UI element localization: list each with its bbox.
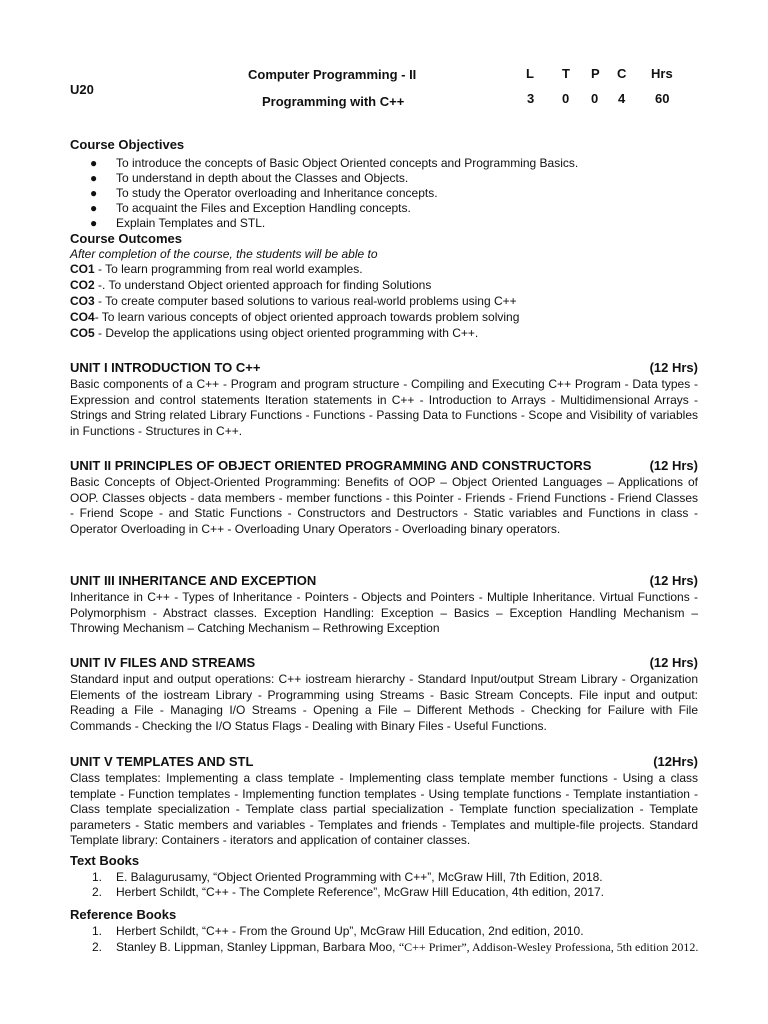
unit-hours: (12Hrs) — [653, 754, 698, 769]
outcome-code: CO3 — [70, 294, 95, 308]
ltpc-value-p: 0 — [591, 91, 599, 106]
objective-item: To introduce the concepts of Basic Object Oriented concepts and Programming Basics. — [116, 156, 579, 170]
outcome-item — [70, 262, 363, 276]
outcome-item — [70, 278, 431, 292]
text-books-heading: Text Books — [70, 853, 140, 868]
unit-heading — [70, 458, 698, 473]
outcome-item — [70, 310, 519, 324]
course-subtitle: Programming with C++ — [262, 94, 405, 109]
reference-book-title: “C++ Primer”, Addison-Wesley Professiona, 5th edition 2012. — [398, 940, 699, 954]
bullet-icon: ● — [90, 186, 98, 200]
objective-item: Explain Templates and STL. — [116, 216, 266, 230]
unit-hours: (12 Hrs) — [649, 458, 698, 473]
unit-title: UNIT V TEMPLATES AND STL — [70, 754, 254, 769]
outcome-item — [70, 294, 517, 308]
list-number: 1. — [92, 924, 103, 938]
ltpc-value-hrs: 60 — [655, 91, 670, 106]
unit-title: UNIT III INHERITANCE AND EXCEPTION — [70, 573, 317, 588]
ltpc-value-c: 4 — [618, 91, 626, 106]
outcome-text: - To learn various concepts of object oriented approach towards problem solving — [94, 310, 520, 324]
course-code: U20 — [70, 82, 94, 97]
ltpc-value-l: 3 — [527, 91, 535, 106]
unit-heading — [70, 573, 698, 588]
unit-heading — [70, 360, 698, 375]
list-number: 2. — [92, 885, 103, 899]
unit-body: Basic components of a C++ - Program and program structure - Compiling and Executing C++ Program - Data types - Expression and control statements Iteration statements in C++ - Introduction to Arrays - Multidimensional Arrays - Strings and String related Library Functions - Functions - Passing Data to Functions - Scope and Visibility of variables in Functions - Structures in C++. — [70, 377, 698, 438]
unit-hours: (12 Hrs) — [649, 360, 698, 375]
outcome-code: CO2 — [70, 278, 95, 292]
reference-book-item — [116, 940, 698, 955]
objective-item: To acquaint the Files and Exception Handling concepts. — [116, 201, 411, 215]
unit-body: Basic Concepts of Object-Oriented Programming: Benefits of OOP – Object Oriented Languages – Applications of OOP. Classes objects - data members - member functions - this Pointer - Friends - Friend Functions - Friend Classes - Friend Scope - and Static Functions - Constructors and Destructors - Static variables and Functions in class - Operator Overloading in C++ - Overloading Unary Operators - Overloading binary operators. — [70, 475, 698, 536]
outcome-text: - To create computer based solutions to various real-world problems using C++ — [94, 294, 517, 308]
bullet-icon: ● — [90, 216, 98, 230]
outcome-code: CO5 — [70, 326, 95, 340]
unit-hours: (12 Hrs) — [649, 573, 698, 588]
outcome-text: - Develop the applications using object oriented programming with C++. — [94, 326, 479, 340]
outcome-text: -. To understand Object oriented approach for finding Solutions — [94, 278, 432, 292]
objective-item: To study the Operator overloading and Inheritance concepts. — [116, 186, 438, 200]
unit-heading — [70, 655, 698, 670]
list-number: 2. — [92, 940, 103, 954]
ltpc-value-t: 0 — [562, 91, 570, 106]
ltpc-label-p: P — [591, 66, 600, 81]
course-title: Computer Programming - II — [248, 67, 417, 82]
list-number: 1. — [92, 870, 103, 884]
text-book-item: Herbert Schildt, “C++ - The Complete Reference”, McGraw Hill Education, 4th edition, 2017. — [116, 885, 605, 899]
text-book-item: E. Balagurusamy, “Object Oriented Programming with C++”, McGraw Hill, 7th Edition, 2018. — [116, 870, 603, 884]
unit-body: Standard input and output operations: C++ iostream hierarchy - Standard Input/output Stream Library - Organization Elements of the iostream Library - Programming using Streams - Basic Stream Concepts. File input and output: Reading a File - Managing I/O Streams - Opening a File – Different Methods - Checking for Failure with File Commands - Checking the I/O Status Flags - Dealing with Binary Files - Useful Functions. — [70, 672, 698, 733]
objectives-heading: Course Objectives — [70, 137, 185, 152]
ltpc-label-t: T — [562, 66, 570, 81]
ltpc-label-l: L — [526, 66, 534, 81]
outcome-code: CO1 — [70, 262, 95, 276]
outcome-item — [70, 326, 478, 340]
bullet-icon: ● — [90, 156, 98, 170]
unit-body: Inheritance in C++ - Types of Inheritance - Pointers - Objects and Pointers - Multiple Inheritance. Virtual Functions - Polymorphism - Abstract classes. Exception Handling: Exception – Basics – Exception Handling Mechanism – Throwing Mechanism – Catching Mechanism – Rethrowing Exception — [70, 590, 698, 635]
ltpc-label-c: C — [617, 66, 627, 81]
outcome-text: - To learn programming from real world examples. — [94, 262, 363, 276]
unit-title: UNIT I INTRODUCTION TO C++ — [70, 360, 261, 375]
bullet-icon: ● — [90, 171, 98, 185]
reference-book-authors: Stanley B. Lippman, Stanley Lippman, Barbara Moo, — [116, 940, 399, 954]
unit-title: UNIT IV FILES AND STREAMS — [70, 655, 256, 670]
objective-item: To understand in depth about the Classes and Objects. — [116, 171, 409, 185]
reference-books-heading: Reference Books — [70, 907, 177, 922]
unit-body: Class templates: Implementing a class template - Implementing class template member functions - Using a class template - Function templates - Implementing function templates - Using template functions - Template instantiation - Class template specialization - Template class partial specialization - Template function specialization - Template parameters - Static members and variables - Templates and friends - Templates and multiple-file projects. Standard Template library: Containers - iterators and application of container classes. — [70, 771, 698, 847]
bullet-icon: ● — [90, 201, 98, 215]
unit-heading — [70, 754, 698, 769]
unit-hours: (12 Hrs) — [649, 655, 698, 670]
ltpc-label-hrs: Hrs — [651, 66, 673, 81]
outcomes-intro: After completion of the course, the students will be able to — [70, 247, 378, 261]
unit-title: UNIT II PRINCIPLES OF OBJECT ORIENTED PROGRAMMING AND CONSTRUCTORS — [70, 458, 592, 473]
reference-book-item: Herbert Schildt, “C++ - From the Ground Up”, McGraw Hill Education, 2nd edition, 2010. — [116, 924, 584, 938]
outcome-code: CO4 — [70, 310, 95, 324]
outcomes-heading: Course Outcomes — [70, 231, 182, 246]
